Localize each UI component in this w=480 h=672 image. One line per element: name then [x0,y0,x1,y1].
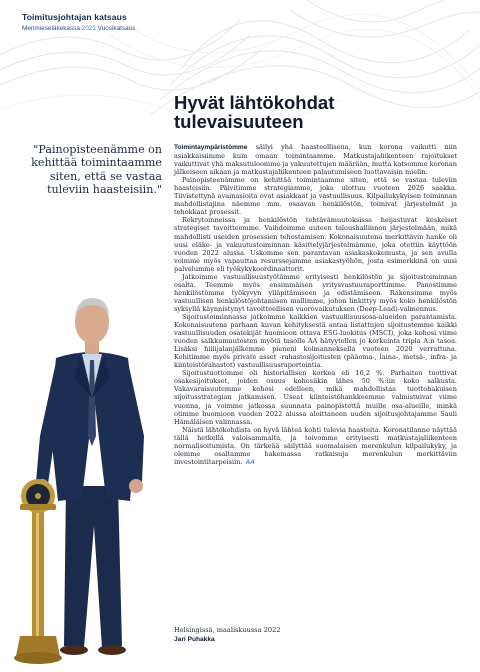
place-date: Helsingissä, maaliskuussa 2022 [174,626,281,634]
article-body [174,143,457,467]
page-header [22,12,135,32]
signoff [174,625,281,645]
paragraph-6: Sijoitustuottomme oli historiallisen korkea eli 16,2 %. Parhaiten tuottivat osakesijoitukset, joiden osuus kohosiikin lähes 50 %:iin koko salkusta. Vakavaraisuutemme kohosi edelleen, mikä mahdollistaa tuottohakuisen sijoitusstrategian jatkamisen. Useat kiinteistöhankkeemme valmistuivat viime vuonna, ja voimme jatkossa suunnata painopistettä muille osa-alueille, minkä otimme huomioon vuoden 2022 alussa aloittaneen uuden sijoitusjohtajamme Sauli Hämäläisen valinnassa. [174,369,457,426]
paragraph-2: Painopisteenämme on kehittää toimintaamme siten, että se vastaa tuleviin haasteisiin. Päivitimme strategiamme, joka ulottuu vuoteen 2026 saakka. Tiivistettynä avainasioita ovat asiakkaat ja vastuullisuus. Kilpailukykyisen toiminnan mahdollistajina näemme mm. osaavan henkilöstön, toimivat järjestelmät ja tehokkaat prosessit. [174,176,457,217]
article-title-line-2: tulevaisuuteen [174,111,304,132]
header-title: Toimitusjohtajan katsaus [22,12,127,22]
article-title [174,93,464,131]
ceo-portrait-image [14,286,174,672]
paragraph-7-text: Näistä lähtökohdista on hyvä lähteä kohti tulevia haasteita. Koronatilanne näyttää tällä hetkellä valoisammalta, ja toivomme erityisesti matkustajaliikenteen normalisoitumista. On tärkeää säilyttää suomalaisen merenkulun kilpailukyky, ja olemme osaltamme hakemassa ratkaisuja merenkulun merkittäviin investointitarpeisiin. [174,425,457,466]
signature-name: Jari Puhakka [174,636,215,643]
pull-quote: "Painopisteenämme on kehittää toimintaamme siten, että se vastaa tuleviin haasteisiin." [31,143,162,197]
lead-word: Toimintaympäristömme [174,144,248,151]
header-subtitle-suffix: Vuosikatsaus [97,25,136,32]
paragraph-7 [174,426,457,467]
header-subtitle-org: Merimieseläkekassa [22,25,80,32]
paragraph-5: Sijoitustoiminnassa jatkoimme kaikkien vastuullisuusosa-alueiden parantamista. Kokonaisuutena parhaan kuvan kehityksestä antaa listattujen sijoitustemme kaikki vastuullisuuden osatekijät huomioon ottava ESG-luokitus (MSCI), joka kohosi viime vuoden salkkumuutosten myötä tasolle AA hätyytellen jo korkeinta tripla A:n tasoa. Lisäksi hiilijalanjälkemme pieneni kolmanneksella vuoteen 2020 verrattuna. Kehitimme myös private asset -rahastosijoitusten (pääoma-, laina-, metsä-, infra- ja kiinteistörahastot) vastuullisuusraportointia. [174,312,457,370]
header-subtitle [22,25,135,32]
article-title-line-1: Hyvät lähtökohdat [174,92,335,113]
paragraph-3: Rekrytoinneissa ja henkilöstön tehtävämuutoksissa heijastuvat keskeiset strategiset tavoitteemme. Vaihdoimme uuteen taloushallinnon järjestelmään, mikä mahdollisti useiden prosessien tehostamisen. Kokonaisuutena merkittävin hanke oli uusi eläke- ja vakuutustoiminnan käsittelyjärjestelmämme, joka otettiin käyttöön vuoden 2022 alussa. Uskomme sen parantavan asiakaskokemusta, ja sen avulla voimme myös vapauttaa resurssejamme asiakastyöhön, josta esimerkkinä on uusi palvelumme eli työkykykoordinaattorit. [174,216,457,273]
end-mark-logo: AA [245,458,255,466]
paragraph-4: Jatkoimme vastuullisuustyötämme erityisesti henkilöstön ja sijoitustoiminnan osalta. Teemme myös ensimmäisen yritysvastuuraporttimme. Panostimme henkilöstömme työkyvyn ylläpitämiseen ja edistämiseen. Rakensimme myös vastuullisen henkilöstöjohtamisen mallimme, johon linkittyy myös koko henkilöstön syksyllä käynnistynyt tavoitteellisen vuorovaikutuksen (Deep-Lead)-valmennus. [174,272,457,313]
header-subtitle-year: 2021 [81,25,96,32]
paragraph-1 [174,143,457,176]
paragraph-1-text: säilyi yhä haasteellisena, kun korona vaikutti niin asiakkaisiimme kuin omaan toimintaamme. Matkustajaliikenteen rajoitukset vaikuttivat yhä maksutuloomme ja vakuutettujen määrään, mutta katsomme koronan jälkeiseen aikaan ja matkustajaliikenteen palautumiseen luottavaisin mielin. [174,143,457,177]
